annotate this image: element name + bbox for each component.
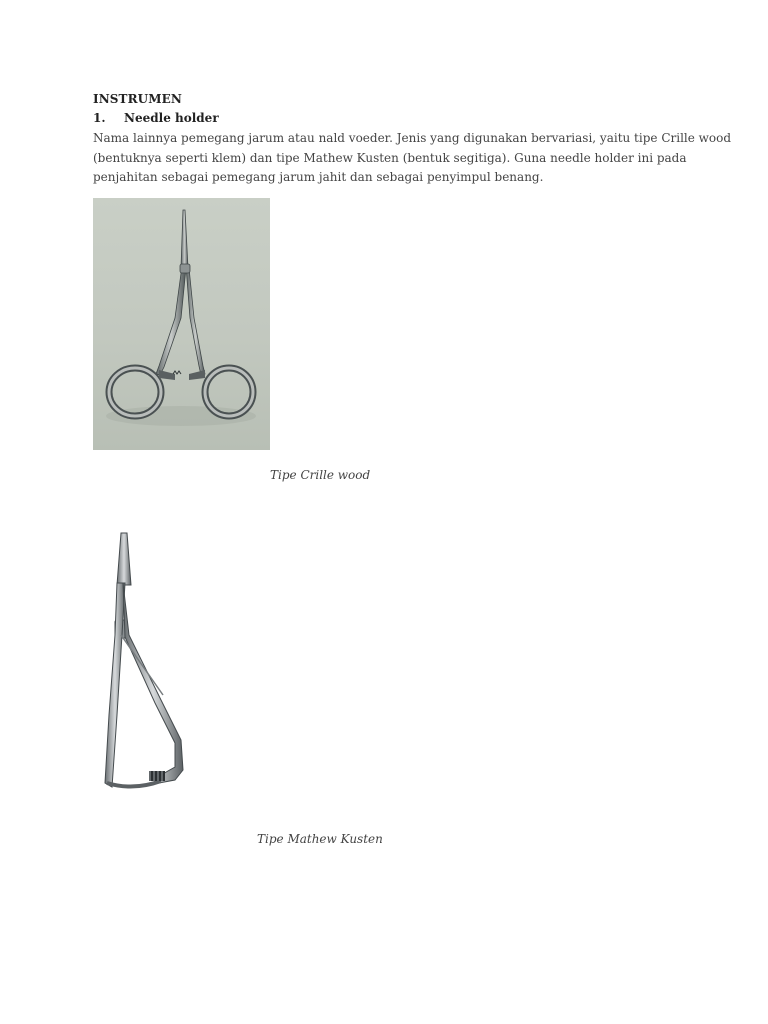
item-number: 1. — [93, 111, 106, 125]
section-heading: INSTRUMEN — [93, 92, 182, 106]
item-title — [93, 111, 219, 125]
item-title-text: Needle holder — [124, 111, 219, 125]
figure-caption-mathew-kusten: Tipe Mathew Kusten — [257, 832, 383, 846]
paragraph-line: penjahitan sebagai pemegang jarum jahit dan sebagai penyimpul benang. — [93, 170, 544, 184]
mathew-kusten-photo — [93, 525, 203, 795]
description-paragraph — [93, 129, 732, 188]
crille-wood-photo — [93, 198, 270, 450]
paragraph-line: Nama lainnya pemegang jarum atau nald voeder. Jenis yang digunakan bervariasi, yaitu tipe Crille wood — [93, 131, 732, 145]
paragraph-line: (bentuknya seperti klem) dan tipe Mathew Kusten (bentuk segitiga). Guna needle holder ini pada — [93, 150, 687, 165]
mathew-kusten-instrument-image — [93, 525, 203, 795]
figure-caption-crille-wood: Tipe Crille wood — [270, 468, 371, 482]
crille-wood-instrument-image — [93, 198, 270, 450]
